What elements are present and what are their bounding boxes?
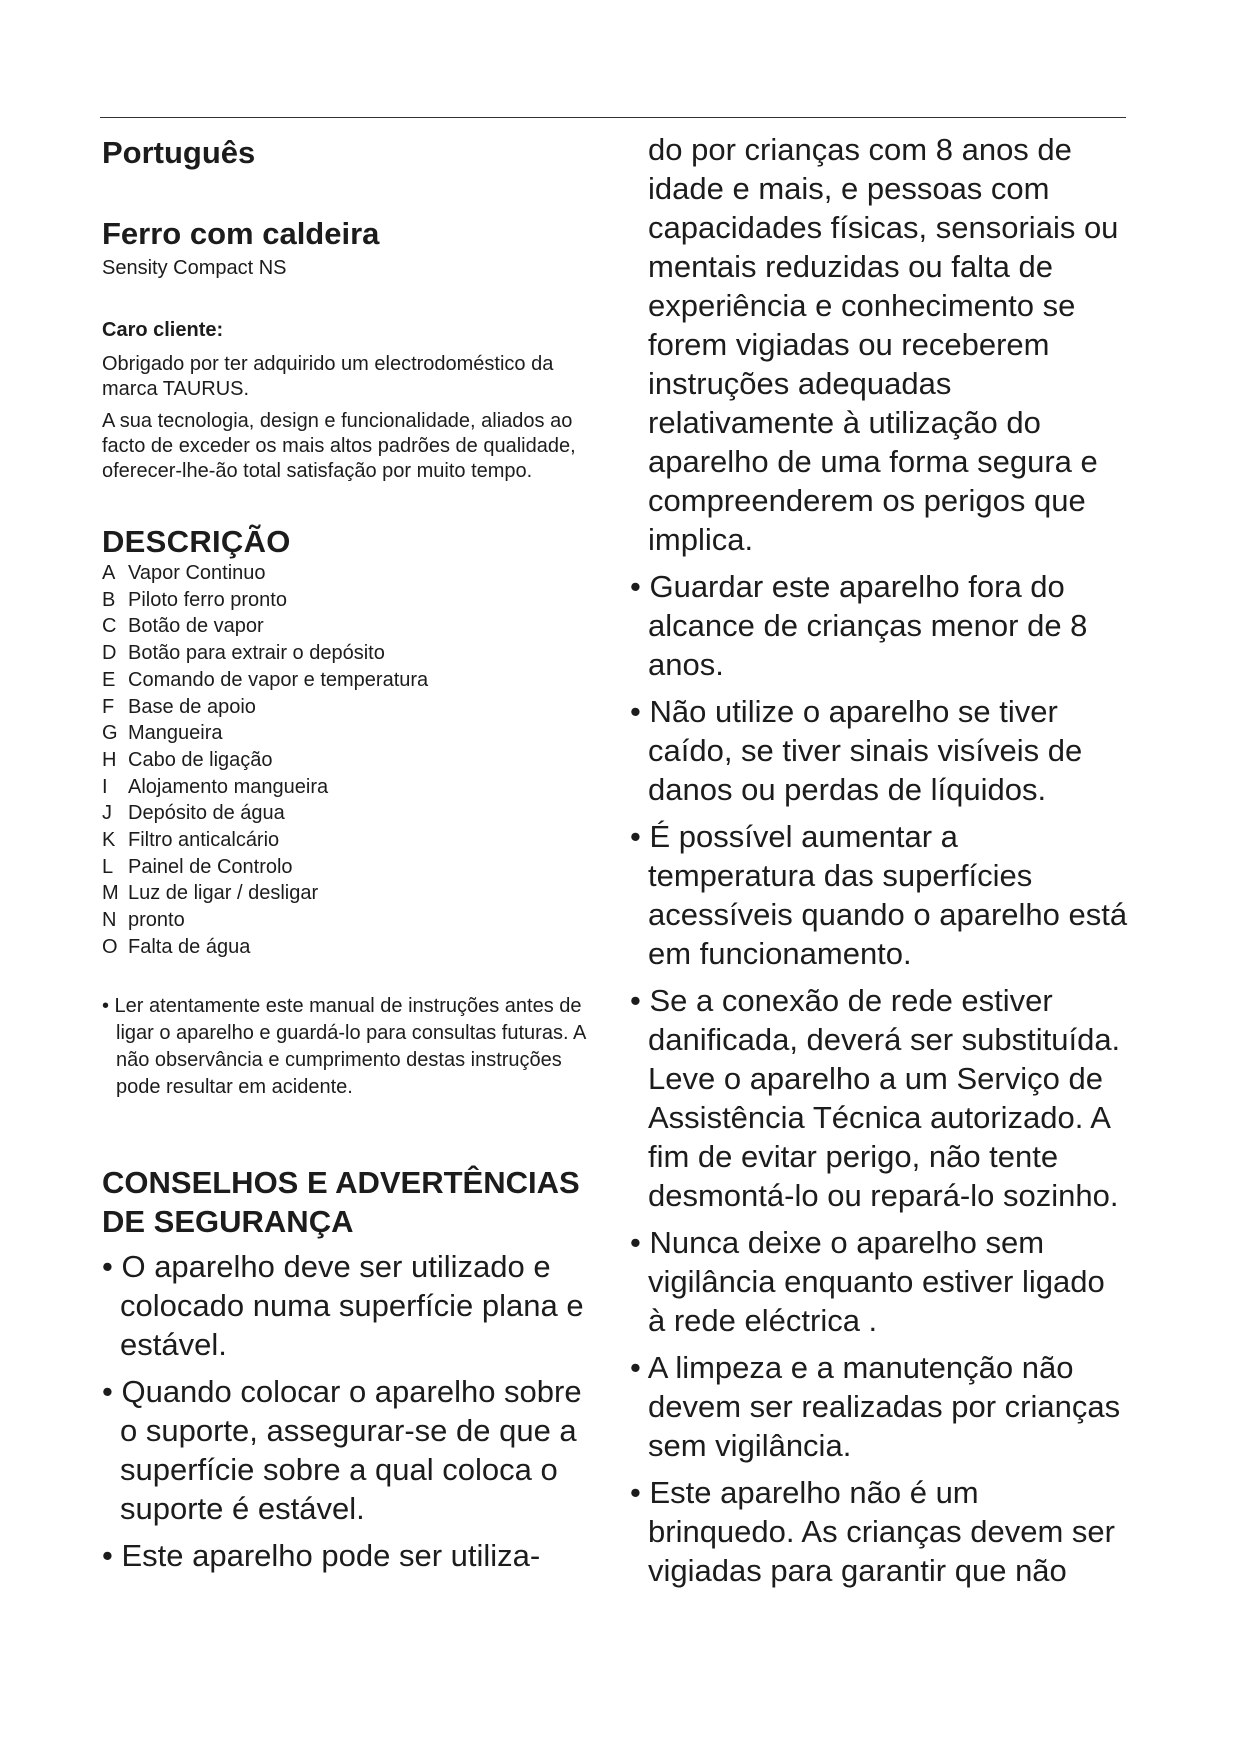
item-label: Falta de água xyxy=(128,935,251,958)
safety-heading: CONSELHOS E ADVERTÊNCIAS DE SEGURANÇA xyxy=(102,1164,580,1239)
list-item xyxy=(102,934,602,961)
list-item xyxy=(102,613,602,640)
list-item xyxy=(102,640,602,667)
product-title: Ferro com caldeira xyxy=(102,216,380,252)
list-item xyxy=(102,667,602,694)
list-item xyxy=(102,854,602,881)
item-letter: D xyxy=(102,642,117,665)
list-item xyxy=(102,587,602,614)
list-item xyxy=(102,907,602,934)
item-letter: N xyxy=(102,909,117,932)
item-label: Depósito de água xyxy=(128,802,285,825)
right-column xyxy=(630,130,1130,1598)
intro-paragraph: Obrigado por ter adquirido um electrodoméstico da marca TAURUS. xyxy=(102,353,554,401)
list-item xyxy=(102,774,602,801)
item-letter: C xyxy=(102,615,117,638)
item-letter: J xyxy=(102,802,112,825)
language-heading: Português xyxy=(102,135,256,170)
list-item xyxy=(102,560,602,587)
item-label: Botão para extrair o depósito xyxy=(128,642,385,665)
item-letter: K xyxy=(102,829,116,852)
list-item: • Nunca deixe o aparelho sem vigilância enquanto estiver ligado à rede eléctrica . xyxy=(630,1225,1105,1338)
item-letter: H xyxy=(102,748,117,771)
list-item: • Quando colocar o aparelho sobre o suporte, assegurar-se de que a superfície sobre a qual coloca o suporte é estável. xyxy=(102,1373,582,1526)
list-item xyxy=(102,694,602,721)
item-label: pronto xyxy=(128,909,185,932)
item-letter: F xyxy=(102,695,115,718)
item-letter: A xyxy=(102,562,116,585)
list-item: • É possível aumentar a temperatura das superfícies acessíveis quando o aparelho está em funcionamento. xyxy=(630,819,1128,971)
list-item xyxy=(102,827,602,854)
item-letter: O xyxy=(102,935,118,958)
item-letter: M xyxy=(102,882,119,905)
product-model: Sensity Compact NS xyxy=(102,257,287,280)
list-item: • Este aparelho não é um brinquedo. As crianças devem ser vigiadas para garantir que não xyxy=(630,1475,1115,1588)
left-column xyxy=(102,130,602,1583)
description-heading: DESCRIÇÃO xyxy=(102,524,291,560)
list-item xyxy=(102,880,602,907)
safety-list-left xyxy=(102,1247,602,1575)
item-label: Alojamento mangueira xyxy=(128,775,329,798)
instructions-note: • Ler atentamente este manual de instruções antes de ligar o aparelho e guardá-lo para consultas futuras. A não observância e cumprimento destas instruções pode resultar em acidente. xyxy=(102,994,586,1098)
item-label: Vapor Continuo xyxy=(128,562,266,585)
list-item: • Este aparelho pode ser utiliza- xyxy=(102,1537,541,1573)
item-letter: B xyxy=(102,588,116,611)
list-item xyxy=(102,747,602,774)
list-item xyxy=(102,800,602,827)
list-item: • Não utilize o aparelho se tiver caído, se tiver sinais visíveis de danos ou perdas de líquidos. xyxy=(630,694,1083,807)
list-item: • Guardar este aparelho fora do alcance de crianças menor de 8 anos. xyxy=(630,569,1088,682)
top-rule xyxy=(100,117,1126,118)
list-item: • A limpeza e a manutenção não devem ser realizadas por crianças sem vigilância. xyxy=(630,1350,1121,1463)
item-label: Piloto ferro pronto xyxy=(128,588,287,611)
description-list xyxy=(102,560,602,961)
safety-list-right xyxy=(630,567,1130,1590)
list-item xyxy=(102,720,602,747)
item-label: Luz de ligar / desligar xyxy=(128,882,319,905)
safety-continuation: do por crianças com 8 anos de idade e mais, e pessoas com capacidades físicas, sensoriais ou mentais reduzidas ou falta de experiência e conhecimento se forem vigiadas ou receberem instruções adequadas relativamente à utilização do aparelho de uma forma segura e compreenderem os perigos que implica. xyxy=(648,132,1119,557)
item-label: Mangueira xyxy=(128,722,223,745)
item-letter: L xyxy=(102,855,114,878)
list-item: • O aparelho deve ser utilizado e colocado numa superfície plana e estável. xyxy=(102,1248,584,1362)
item-label: Cabo de ligação xyxy=(128,748,273,771)
greeting: Caro cliente: xyxy=(102,319,224,342)
item-letter: G xyxy=(102,722,118,745)
intro-paragraph: A sua tecnologia, design e funcionalidade, aliados ao facto de exceder os mais altos padrões de qualidade, oferecer-lhe-ão total satisfação por muito tempo. xyxy=(102,410,576,483)
item-label: Botão de vapor xyxy=(128,615,264,638)
item-label: Comando de vapor e temperatura xyxy=(128,668,429,691)
item-letter: E xyxy=(102,668,116,691)
item-label: Filtro anticalcário xyxy=(128,829,280,852)
list-item: • Se a conexão de rede estiver danificada, deverá ser substituída. Leve o aparelho a um Serviço de Assistência Técnica autorizado. A fim de evitar perigo, não tente desmontá-lo ou repará-lo sozinho. xyxy=(630,983,1121,1213)
item-letter: I xyxy=(102,775,108,798)
item-label: Painel de Controlo xyxy=(128,855,293,878)
item-label: Base de apoio xyxy=(128,695,256,718)
